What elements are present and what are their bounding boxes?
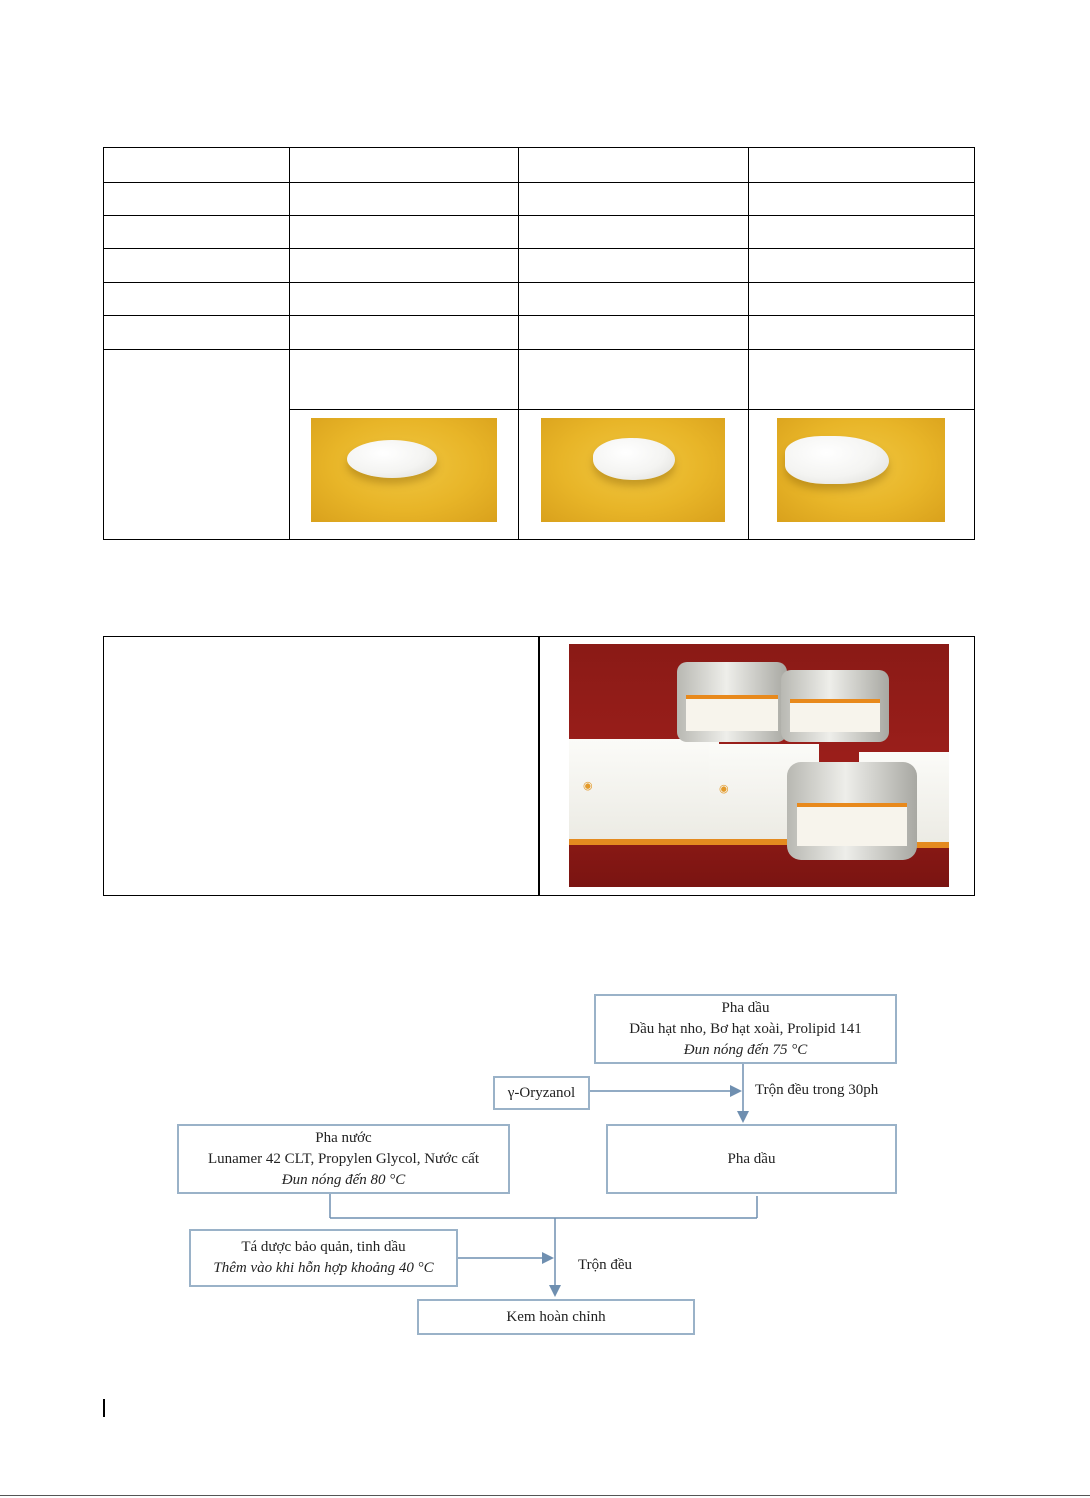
final-cream-box [417,1299,695,1335]
mix-label: Trộn đều [578,1257,633,1273]
excipients-box [189,1229,458,1287]
page-margin-bar [103,1399,105,1417]
water-phase-ingredients: Lunamer 42 CLT, Propylen Glycol, Nước cất [207,1150,479,1167]
oil-phase-ingredients: Dầu hạt nho, Bơ hạt xoài, Prolipid 141 [629,1020,862,1037]
excipients-title: Tá dược bảo quản, tinh dầu [241,1239,406,1255]
oryzanol-label: γ-Oryzanol [507,1084,576,1101]
oil-phase-result-box [606,1124,897,1194]
water-phase-box [177,1124,510,1194]
oil-phase-heat: Đun nóng đến 75 °C [683,1041,808,1058]
brand-logo-icon: ◉ [719,782,730,795]
water-phase-title: Pha nước [315,1129,372,1146]
oryzanol-box [493,1076,590,1110]
oil-phase-title: Pha dầu [721,999,770,1016]
oil-phase-result-label: Pha dầu [727,1150,776,1167]
page-bottom-rule [0,1495,1090,1496]
final-cream-label: Kem hoàn chỉnh [506,1308,606,1325]
mix-30-label: Trộn đều trong 30ph [755,1082,879,1098]
excipients-note: Thêm vào khi hỗn hợp khoảng 40 °C [213,1260,434,1276]
oil-phase-box [594,994,897,1064]
water-phase-heat: Đun nóng đến 80 °C [281,1171,406,1188]
brand-logo-icon: ◉ [583,779,594,792]
